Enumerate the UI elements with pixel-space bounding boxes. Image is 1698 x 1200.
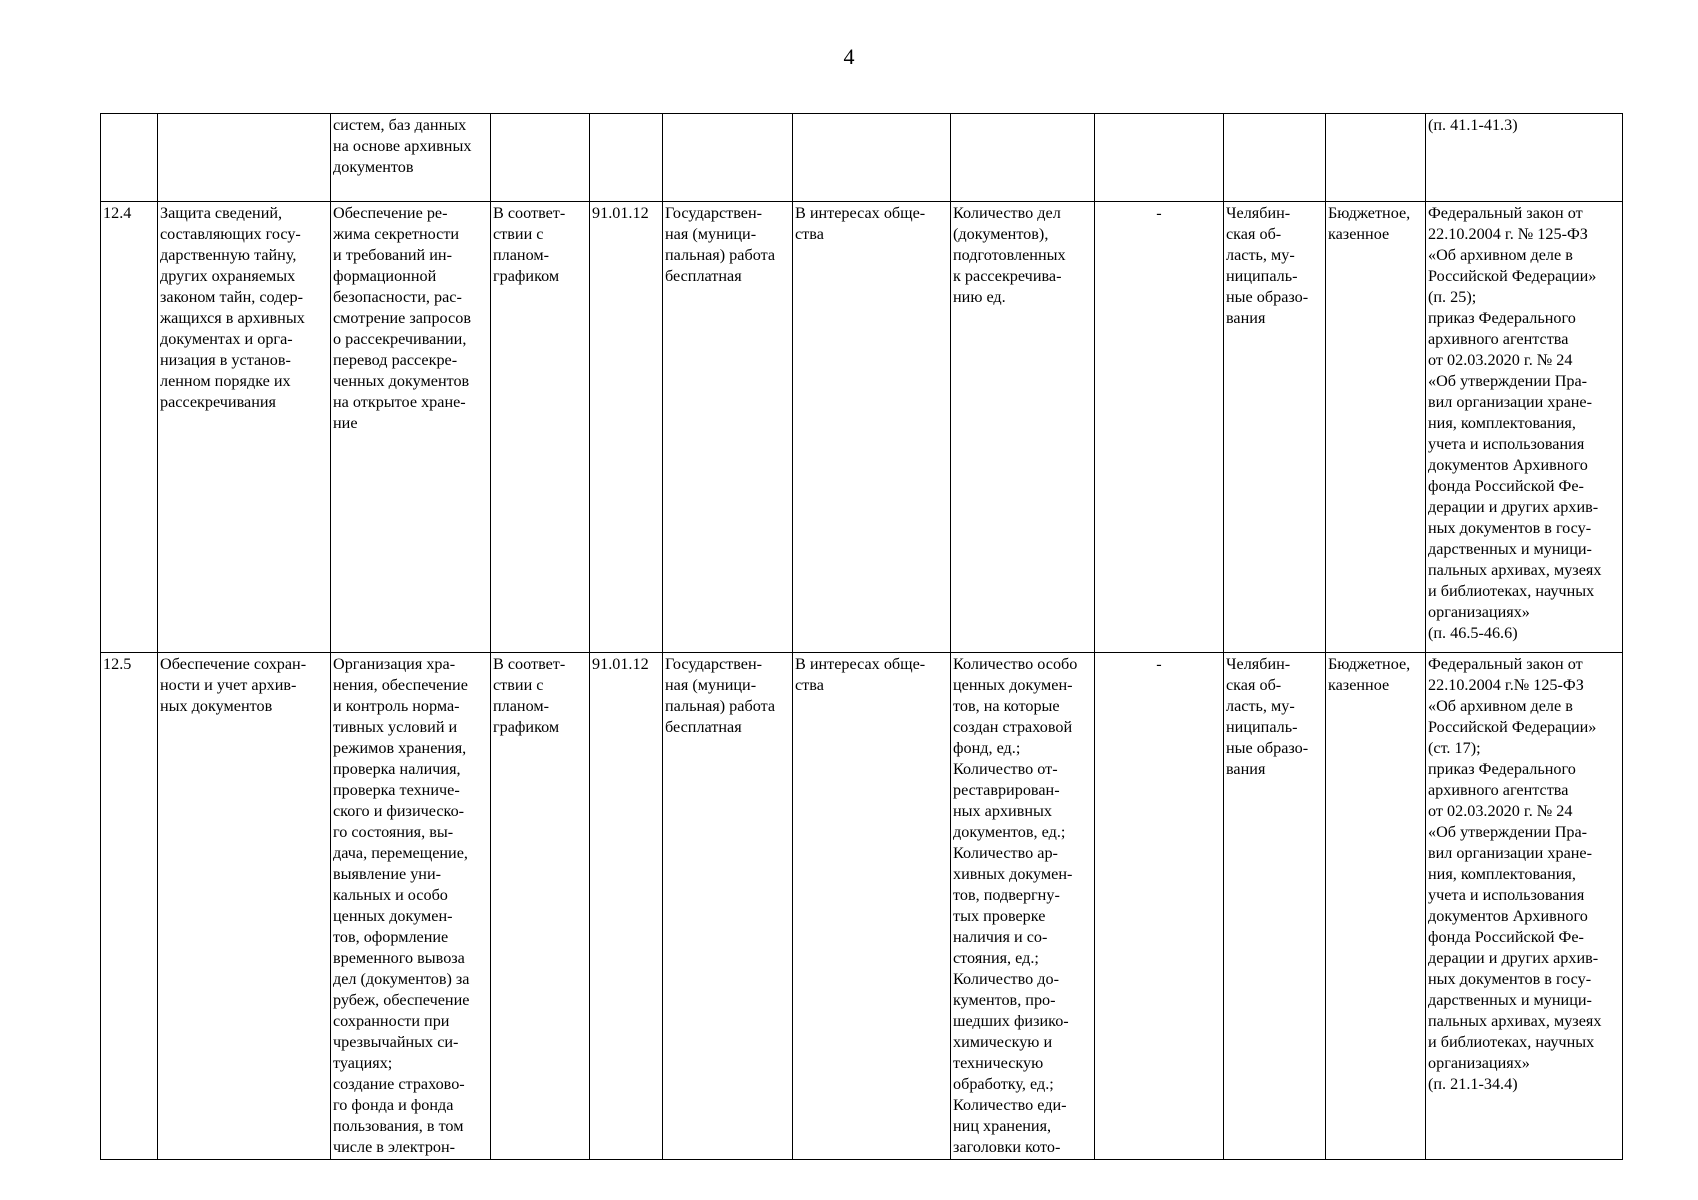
cell-type: Государствен- ная (муници- пальная) работа бесплатная <box>663 202 793 653</box>
cell-territory: Челябин- ская об- ласть, му- ниципаль- ные образо- вания <box>1224 653 1326 1160</box>
cell-num: 12.5 <box>101 653 158 1160</box>
cell-okved <box>590 114 663 202</box>
table-row <box>101 114 1623 202</box>
table-row <box>101 653 1623 1160</box>
cell-name: Защита сведений, составляющих госу- дарственную тайну, других охраняемых законом тайн, содер- жащихся в архивных документах и орга- низация в установ- ленном порядке их рассекречивания <box>158 202 331 653</box>
page-number: 4 <box>843 44 855 69</box>
cell-type <box>663 114 793 202</box>
cell-legal-basis: Федеральный закон от 22.10.2004 г. № 125-ФЗ «Об архивном деле в Российской Федерации» (п. 25); приказ Федерального архивного агентства от 02.03.2020 г. № 24 «Об утверждении Пра- вил организации хране- ния, комплектования, учета и использования документов Архивного фонда Российской Фе- дерации и других архив- ных документов в госу- дарственных и муници- пальных архивах, музеях и библиотеках, научных организациях» (п. 46.5-46.6) <box>1426 202 1623 653</box>
cell-periodicity: В соответ- ствии с планом- графиком <box>491 653 590 1160</box>
cell-indicator <box>951 114 1095 202</box>
cell-okved: 91.01.12 <box>590 653 663 1160</box>
cell-num: 12.4 <box>101 202 158 653</box>
cell-okved: 91.01.12 <box>590 202 663 653</box>
cell-content: Организация хра- нения, обеспечение и контроль норма- тивных условий и режимов хранения, проверка наличия, проверка техниче- ского и физическо- го состояния, вы- дача, перемещение, выявление уни- кальных и особо ценных докумен- тов, оформление временного вывоза дел (документов) за рубеж, обеспечение сохранности при чрезвычайных си- туациях; создание страхово- го фонда и фонда пользования, в том числе в электрон- <box>331 653 491 1160</box>
cell-volume <box>1095 114 1224 202</box>
cell-content: Обеспечение ре- жима секретности и требований ин- формационной безопасности, рас- смотрение запросов о рассекречивании, перевод рассекре- ченных документов на открытое хране- ние <box>331 202 491 653</box>
cell-institution-type: Бюджетное, казенное <box>1326 653 1426 1160</box>
services-table <box>100 113 1623 1160</box>
cell-legal-basis: Федеральный закон от 22.10.2004 г.№ 125-ФЗ «Об архивном деле в Российской Федерации» (ст. 17); приказ Федерального архивного агентства от 02.03.2020 г. № 24 «Об утверждении Пра- вил организации хране- ния, комплектования, учета и использования документов Архивного фонда Российской Фе- дерации и других архив- ных документов в госу- дарственных и муници- пальных архивах, музеях и библиотеках, научных организациях» (п. 21.1-34.4) <box>1426 653 1623 1160</box>
cell-territory: Челябин- ская об- ласть, му- ниципаль- ные образо- вания <box>1224 202 1326 653</box>
cell-periodicity <box>491 114 590 202</box>
cell-num <box>101 114 158 202</box>
cell-consumers <box>793 114 951 202</box>
cell-territory <box>1224 114 1326 202</box>
cell-consumers: В интересах обще- ства <box>793 202 951 653</box>
cell-name: Обеспечение сохран- ности и учет архив- ных документов <box>158 653 331 1160</box>
cell-consumers: В интересах обще- ства <box>793 653 951 1160</box>
cell-institution-type <box>1326 114 1426 202</box>
cell-institution-type: Бюджетное, казенное <box>1326 202 1426 653</box>
cell-indicator: Количество дел (документов), подготовленных к рассекречива- нию ед. <box>951 202 1095 653</box>
cell-periodicity: В соответ- ствии с планом- графиком <box>491 202 590 653</box>
cell-name <box>158 114 331 202</box>
table-row <box>101 202 1623 653</box>
cell-type: Государствен- ная (муници- пальная) работа бесплатная <box>663 653 793 1160</box>
cell-volume: - <box>1095 202 1224 653</box>
cell-volume: - <box>1095 653 1224 1160</box>
cell-content: систем, баз данных на основе архивных документов <box>331 114 491 202</box>
cell-indicator: Количество особо ценных докумен- тов, на которые создан страховой фонд, ед.; Количество от- реставрирован- ных архивных документов, ед.; Количество ар- хивных докумен- тов, подвергну- тых проверке наличия и со- стояния, ед.; Количество до- кументов, про- шедших физико- химическую и техническую обработку, ед.; Количество еди- ниц хранения, заголовки кото- <box>951 653 1095 1160</box>
cell-legal-basis: (п. 41.1-41.3) <box>1426 114 1623 202</box>
